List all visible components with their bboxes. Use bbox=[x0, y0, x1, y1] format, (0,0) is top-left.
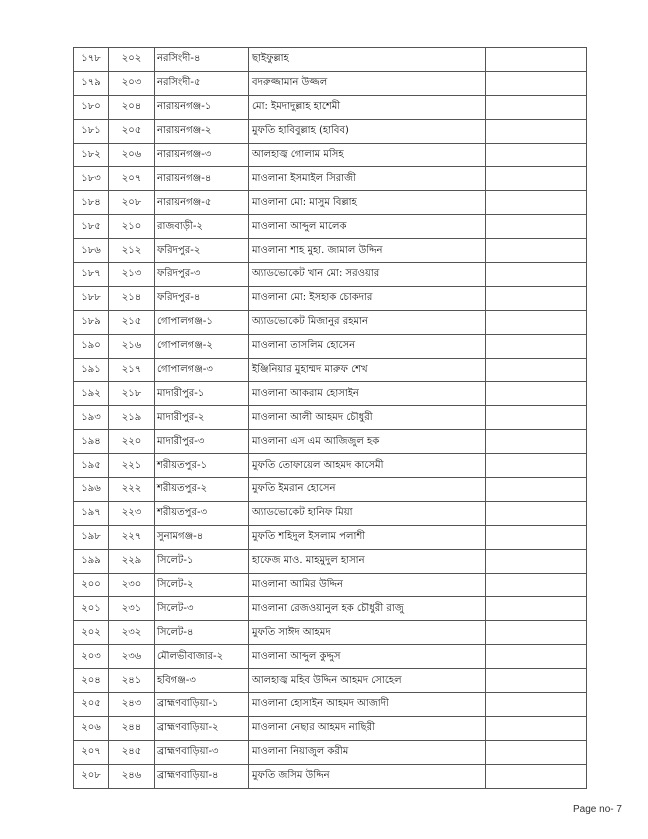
candidate-name-cell: হাফেজ মাও. মাহমুদুল হাসান bbox=[249, 549, 486, 573]
constituency-cell: ব্রাহ্মণবাড়িয়া-১ bbox=[155, 693, 249, 717]
candidate-name-cell: মুফতি ইমরান হোসেন bbox=[249, 478, 486, 502]
constituency-cell: শরীয়তপুর-৩ bbox=[155, 501, 249, 525]
remarks-cell bbox=[486, 716, 587, 740]
candidate-name-cell: ছাইফুল্লাহ bbox=[249, 48, 486, 72]
constituency-number-cell: ২৪৫ bbox=[109, 740, 155, 764]
remarks-cell bbox=[486, 71, 587, 95]
remarks-cell bbox=[486, 95, 587, 119]
table-row bbox=[74, 430, 587, 454]
table-row bbox=[74, 310, 587, 334]
serial-cell: ১৯৫ bbox=[74, 454, 109, 478]
constituency-cell: ফরিদপুর-৩ bbox=[155, 263, 249, 287]
remarks-cell bbox=[486, 406, 587, 430]
candidate-name-cell: অ্যাডভোকেট খান মো: সরওয়ার bbox=[249, 263, 486, 287]
candidate-name-cell: মুফতি জসিম উদ্দিন bbox=[249, 764, 486, 788]
table-row bbox=[74, 501, 587, 525]
candidate-name-cell: মাওলানা তাসলিম হোসেন bbox=[249, 334, 486, 358]
page-number: Page no- 7 bbox=[573, 804, 622, 815]
constituency-cell: শরীয়তপুর-১ bbox=[155, 454, 249, 478]
table-row bbox=[74, 358, 587, 382]
constituency-number-cell: ২১২ bbox=[109, 239, 155, 263]
constituency-cell: সিলেট-১ bbox=[155, 549, 249, 573]
candidate-name-cell: আলহাজ্ব মহিব উদ্দিন আহমদ সোহেল bbox=[249, 669, 486, 693]
constituency-number-cell: ২১৩ bbox=[109, 263, 155, 287]
constituency-number-cell: ২০৮ bbox=[109, 191, 155, 215]
constituency-cell: মাদারীপুর-২ bbox=[155, 406, 249, 430]
table-row bbox=[74, 167, 587, 191]
remarks-cell bbox=[486, 310, 587, 334]
constituency-number-cell: ২১৯ bbox=[109, 406, 155, 430]
serial-cell: ২০৮ bbox=[74, 764, 109, 788]
constituency-number-cell: ২২১ bbox=[109, 454, 155, 478]
remarks-cell bbox=[486, 478, 587, 502]
constituency-cell: সিলেট-২ bbox=[155, 573, 249, 597]
constituency-number-cell: ২৩১ bbox=[109, 597, 155, 621]
constituency-cell: মাদারীপুর-১ bbox=[155, 382, 249, 406]
table-row bbox=[74, 573, 587, 597]
serial-cell: ১৯০ bbox=[74, 334, 109, 358]
remarks-cell bbox=[486, 286, 587, 310]
constituency-cell: ব্রাহ্মণবাড়িয়া-৩ bbox=[155, 740, 249, 764]
constituency-number-cell: ২১৮ bbox=[109, 382, 155, 406]
candidate-name-cell: মাওলানা রেজওয়ানুল হক চৌধুরী রাজু bbox=[249, 597, 486, 621]
constituency-cell: নারায়নগঞ্জ-২ bbox=[155, 119, 249, 143]
constituency-number-cell: ২০৫ bbox=[109, 119, 155, 143]
candidate-name-cell: মুফতি শহিদুল ইসলাম পলাশী bbox=[249, 525, 486, 549]
remarks-cell bbox=[486, 239, 587, 263]
constituency-cell: ফরিদপুর-২ bbox=[155, 239, 249, 263]
serial-cell: ২০৪ bbox=[74, 669, 109, 693]
serial-cell: ২০০ bbox=[74, 573, 109, 597]
constituency-number-cell: ২০৩ bbox=[109, 71, 155, 95]
constituency-cell: শরীয়তপুর-২ bbox=[155, 478, 249, 502]
constituency-number-cell: ২৩২ bbox=[109, 621, 155, 645]
constituency-cell: মৌলভীবাজার-২ bbox=[155, 645, 249, 669]
table-row bbox=[74, 549, 587, 573]
serial-cell: ২০২ bbox=[74, 621, 109, 645]
constituency-number-cell: ২৩৬ bbox=[109, 645, 155, 669]
candidate-name-cell: মাওলানা হোসাইন আহমদ আজাদী bbox=[249, 693, 486, 717]
candidate-table-body bbox=[74, 48, 587, 789]
candidate-name-cell: আলহাজ্ব গোলাম মসিহ bbox=[249, 143, 486, 167]
table-row bbox=[74, 71, 587, 95]
serial-cell: ১৮৯ bbox=[74, 310, 109, 334]
table-row bbox=[74, 215, 587, 239]
table-row bbox=[74, 263, 587, 287]
remarks-cell bbox=[486, 764, 587, 788]
candidate-name-cell: মাওলানা আকরাম হোসাইন bbox=[249, 382, 486, 406]
serial-cell: ১৭৮ bbox=[74, 48, 109, 72]
constituency-number-cell: ২৪১ bbox=[109, 669, 155, 693]
constituency-number-cell: ২০৪ bbox=[109, 95, 155, 119]
serial-cell: ১৯৬ bbox=[74, 478, 109, 502]
constituency-cell: নরসিংদী-৪ bbox=[155, 48, 249, 72]
remarks-cell bbox=[486, 119, 587, 143]
remarks-cell bbox=[486, 501, 587, 525]
table-row bbox=[74, 597, 587, 621]
constituency-number-cell: ২০৬ bbox=[109, 143, 155, 167]
constituency-cell: নারায়নগঞ্জ-৪ bbox=[155, 167, 249, 191]
constituency-cell: গোপালগঞ্জ-২ bbox=[155, 334, 249, 358]
constituency-number-cell: ২২৯ bbox=[109, 549, 155, 573]
candidate-name-cell: মাওলানা নিয়াজুল করীম bbox=[249, 740, 486, 764]
serial-cell: ১৮৬ bbox=[74, 239, 109, 263]
table-row bbox=[74, 334, 587, 358]
table-row bbox=[74, 525, 587, 549]
candidate-name-cell: মাওলানা আলী আহমদ চৌধুরী bbox=[249, 406, 486, 430]
serial-cell: ১৯৮ bbox=[74, 525, 109, 549]
serial-cell: ১৭৯ bbox=[74, 71, 109, 95]
table-row bbox=[74, 740, 587, 764]
candidate-name-cell: মাওলানা মো: ইসহাক চোকদার bbox=[249, 286, 486, 310]
serial-cell: ১৮৭ bbox=[74, 263, 109, 287]
constituency-cell: রাজবাড়ী-২ bbox=[155, 215, 249, 239]
remarks-cell bbox=[486, 454, 587, 478]
constituency-number-cell: ২৪৪ bbox=[109, 716, 155, 740]
constituency-cell: নারায়নগঞ্জ-৫ bbox=[155, 191, 249, 215]
constituency-cell: হবিগঞ্জ-৩ bbox=[155, 669, 249, 693]
table-row bbox=[74, 669, 587, 693]
constituency-number-cell: ২১৬ bbox=[109, 334, 155, 358]
candidate-name-cell: অ্যাডভোকেট মিজানুর রহমান bbox=[249, 310, 486, 334]
constituency-number-cell: ২০৭ bbox=[109, 167, 155, 191]
remarks-cell bbox=[486, 693, 587, 717]
remarks-cell bbox=[486, 645, 587, 669]
serial-cell: ১৮১ bbox=[74, 119, 109, 143]
remarks-cell bbox=[486, 549, 587, 573]
remarks-cell bbox=[486, 191, 587, 215]
candidate-name-cell: মুফতি সাঈদ আহমদ bbox=[249, 621, 486, 645]
serial-cell: ১৮৩ bbox=[74, 167, 109, 191]
remarks-cell bbox=[486, 525, 587, 549]
constituency-number-cell: ২১০ bbox=[109, 215, 155, 239]
table-row bbox=[74, 239, 587, 263]
remarks-cell bbox=[486, 358, 587, 382]
serial-cell: ১৮৪ bbox=[74, 191, 109, 215]
serial-cell: ১৯৯ bbox=[74, 549, 109, 573]
constituency-number-cell: ২৩০ bbox=[109, 573, 155, 597]
candidate-name-cell: মাওলানা আব্দুল মালেক bbox=[249, 215, 486, 239]
candidate-name-cell: মাওলানা ইসমাইল সিরাজী bbox=[249, 167, 486, 191]
table-row bbox=[74, 693, 587, 717]
table-row bbox=[74, 716, 587, 740]
constituency-cell: ব্রাহ্মণবাড়িয়া-৪ bbox=[155, 764, 249, 788]
remarks-cell bbox=[486, 48, 587, 72]
constituency-number-cell: ২২৩ bbox=[109, 501, 155, 525]
serial-cell: ১৮৫ bbox=[74, 215, 109, 239]
serial-cell: ১৮০ bbox=[74, 95, 109, 119]
serial-cell: ২০৩ bbox=[74, 645, 109, 669]
constituency-number-cell: ২২২ bbox=[109, 478, 155, 502]
candidate-table bbox=[73, 47, 587, 789]
constituency-cell: মাদারীপুর-৩ bbox=[155, 430, 249, 454]
table-row bbox=[74, 119, 587, 143]
remarks-cell bbox=[486, 143, 587, 167]
serial-cell: ১৮৮ bbox=[74, 286, 109, 310]
constituency-number-cell: ২১৪ bbox=[109, 286, 155, 310]
table-row bbox=[74, 95, 587, 119]
remarks-cell bbox=[486, 597, 587, 621]
serial-cell: ১৯৭ bbox=[74, 501, 109, 525]
constituency-number-cell: ২১৫ bbox=[109, 310, 155, 334]
constituency-cell: সুনামগঞ্জ-৪ bbox=[155, 525, 249, 549]
candidate-name-cell: মাওলানা শাহ মুহা. জামাল উদ্দিন bbox=[249, 239, 486, 263]
serial-cell: ১৯১ bbox=[74, 358, 109, 382]
serial-cell: ২০৬ bbox=[74, 716, 109, 740]
table-row bbox=[74, 382, 587, 406]
constituency-cell: গোপালগঞ্জ-৩ bbox=[155, 358, 249, 382]
candidate-name-cell: মাওলানা আমির উদ্দিন bbox=[249, 573, 486, 597]
constituency-cell: নরসিংদী-৫ bbox=[155, 71, 249, 95]
candidate-name-cell: ইঞ্জিনিয়ার মুহাম্মদ মারুফ শেখ bbox=[249, 358, 486, 382]
candidate-name-cell: মুফতি হাবিবুল্লাহ (হাবিব) bbox=[249, 119, 486, 143]
constituency-cell: ব্রাহ্মণবাড়িয়া-২ bbox=[155, 716, 249, 740]
remarks-cell bbox=[486, 334, 587, 358]
constituency-number-cell: ২০২ bbox=[109, 48, 155, 72]
candidate-name-cell: বদরুজ্জামান উজ্জল bbox=[249, 71, 486, 95]
remarks-cell bbox=[486, 669, 587, 693]
remarks-cell bbox=[486, 621, 587, 645]
candidate-name-cell: অ্যাডভোকেট হানিফ মিয়া bbox=[249, 501, 486, 525]
constituency-number-cell: ২৪৬ bbox=[109, 764, 155, 788]
constituency-number-cell: ২২৭ bbox=[109, 525, 155, 549]
table-row bbox=[74, 764, 587, 788]
remarks-cell bbox=[486, 573, 587, 597]
remarks-cell bbox=[486, 740, 587, 764]
constituency-cell: সিলেট-৪ bbox=[155, 621, 249, 645]
table-row bbox=[74, 454, 587, 478]
serial-cell: ২০৫ bbox=[74, 693, 109, 717]
remarks-cell bbox=[486, 430, 587, 454]
table-row bbox=[74, 406, 587, 430]
constituency-cell: নারায়নগঞ্জ-৩ bbox=[155, 143, 249, 167]
table-row bbox=[74, 143, 587, 167]
remarks-cell bbox=[486, 263, 587, 287]
constituency-cell: ফরিদপুর-৪ bbox=[155, 286, 249, 310]
constituency-cell: সিলেট-৩ bbox=[155, 597, 249, 621]
candidate-name-cell: মাওলানা আব্দুল কুদ্দুস bbox=[249, 645, 486, 669]
candidate-name-cell: মাওলানা এস এম আজিজুল হক bbox=[249, 430, 486, 454]
serial-cell: ১৯৩ bbox=[74, 406, 109, 430]
constituency-number-cell: ২৪৩ bbox=[109, 693, 155, 717]
table-row bbox=[74, 645, 587, 669]
constituency-number-cell: ২২০ bbox=[109, 430, 155, 454]
table-row bbox=[74, 286, 587, 310]
constituency-cell: নারায়নগঞ্জ-১ bbox=[155, 95, 249, 119]
serial-cell: ১৯২ bbox=[74, 382, 109, 406]
serial-cell: ১৮২ bbox=[74, 143, 109, 167]
serial-cell: ২০১ bbox=[74, 597, 109, 621]
table-row bbox=[74, 478, 587, 502]
remarks-cell bbox=[486, 215, 587, 239]
serial-cell: ১৯৪ bbox=[74, 430, 109, 454]
table-row bbox=[74, 621, 587, 645]
candidate-name-cell: মো: ইমদাদুল্লাহ হাশেমী bbox=[249, 95, 486, 119]
candidate-name-cell: মাওলানা নেছার আহমদ নাছিরী bbox=[249, 716, 486, 740]
candidate-name-cell: মুফতি তোফায়েল আহমদ কাসেমী bbox=[249, 454, 486, 478]
table-row bbox=[74, 191, 587, 215]
candidate-name-cell: মাওলানা মো: মাসুম বিল্লাহ bbox=[249, 191, 486, 215]
constituency-cell: গোপালগঞ্জ-১ bbox=[155, 310, 249, 334]
serial-cell: ২০৭ bbox=[74, 740, 109, 764]
table-row bbox=[74, 48, 587, 72]
constituency-number-cell: ২১৭ bbox=[109, 358, 155, 382]
remarks-cell bbox=[486, 167, 587, 191]
remarks-cell bbox=[486, 382, 587, 406]
